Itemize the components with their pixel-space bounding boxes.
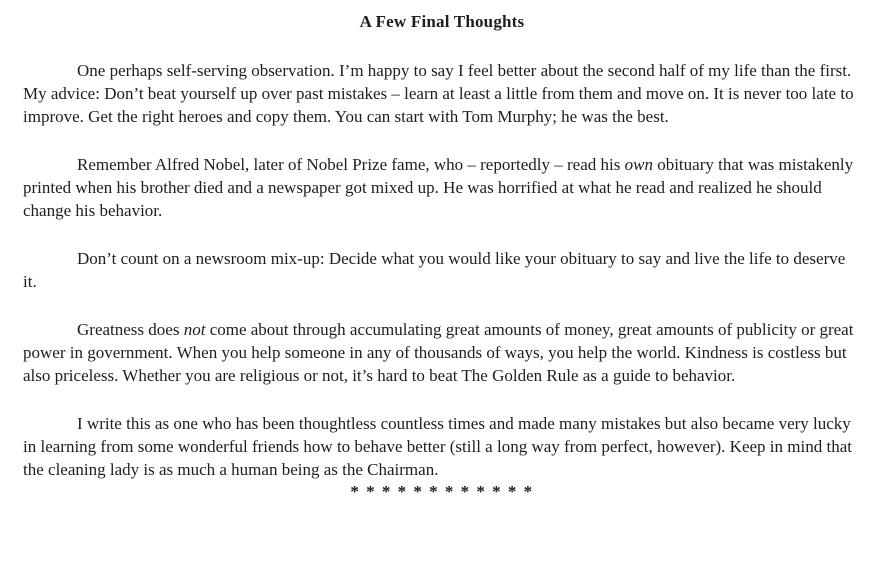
paragraph-2 [23,153,861,222]
text-segment-italic: own [624,155,653,174]
text-segment: come about through accumulating great amounts of money, great amounts of publicity or great power in government. When you help someone in any of thousands of ways, you help the world. Kindness is costless but also priceless. Whether you are religious or not, it’s hard to beat The Golden Rule as a guide to behavior. [23,320,854,385]
text-segment: obituary that was mistakenly printed when his brother died and a newspaper got mixed up. He was horrified at what he read and realized he should change his behavior. [23,155,854,220]
page-title: A Few Final Thoughts [359,12,525,31]
paragraph-5 [23,412,861,481]
text-segment: Don’t count on a newsroom mix-up: Decide what you would like your obituary to say and live the life to deserve it. [23,249,846,291]
text-segment: One perhaps self-serving observation. I’m happy to say I feel better about the second half of my life than the first. My advice: Don’t beat yourself up over past mistakes – learn at least a little from them and move on. It is never too late to improve. Get the right heroes and copy them. You can start with Tom Murphy; he was the best. [23,61,854,126]
asterisk-separator: * * * * * * * * * * * * [350,482,534,501]
paragraph-4 [23,318,861,387]
paragraph-1 [23,59,861,128]
text-segment: Greatness does [77,320,184,339]
text-segment-italic: not [183,320,206,339]
text-segment: Remember Alfred Nobel, later of Nobel Prize fame, who – reportedly – read his [77,155,625,174]
paragraph-3 [23,247,861,293]
text-segment: I write this as one who has been thoughtless countless times and made many mistakes but also became very lucky in learning from some wonderful friends how to behave better (still a long way from perfect, however). Keep in mind that the cleaning lady is as much a human being as the Chairman. [23,414,852,479]
